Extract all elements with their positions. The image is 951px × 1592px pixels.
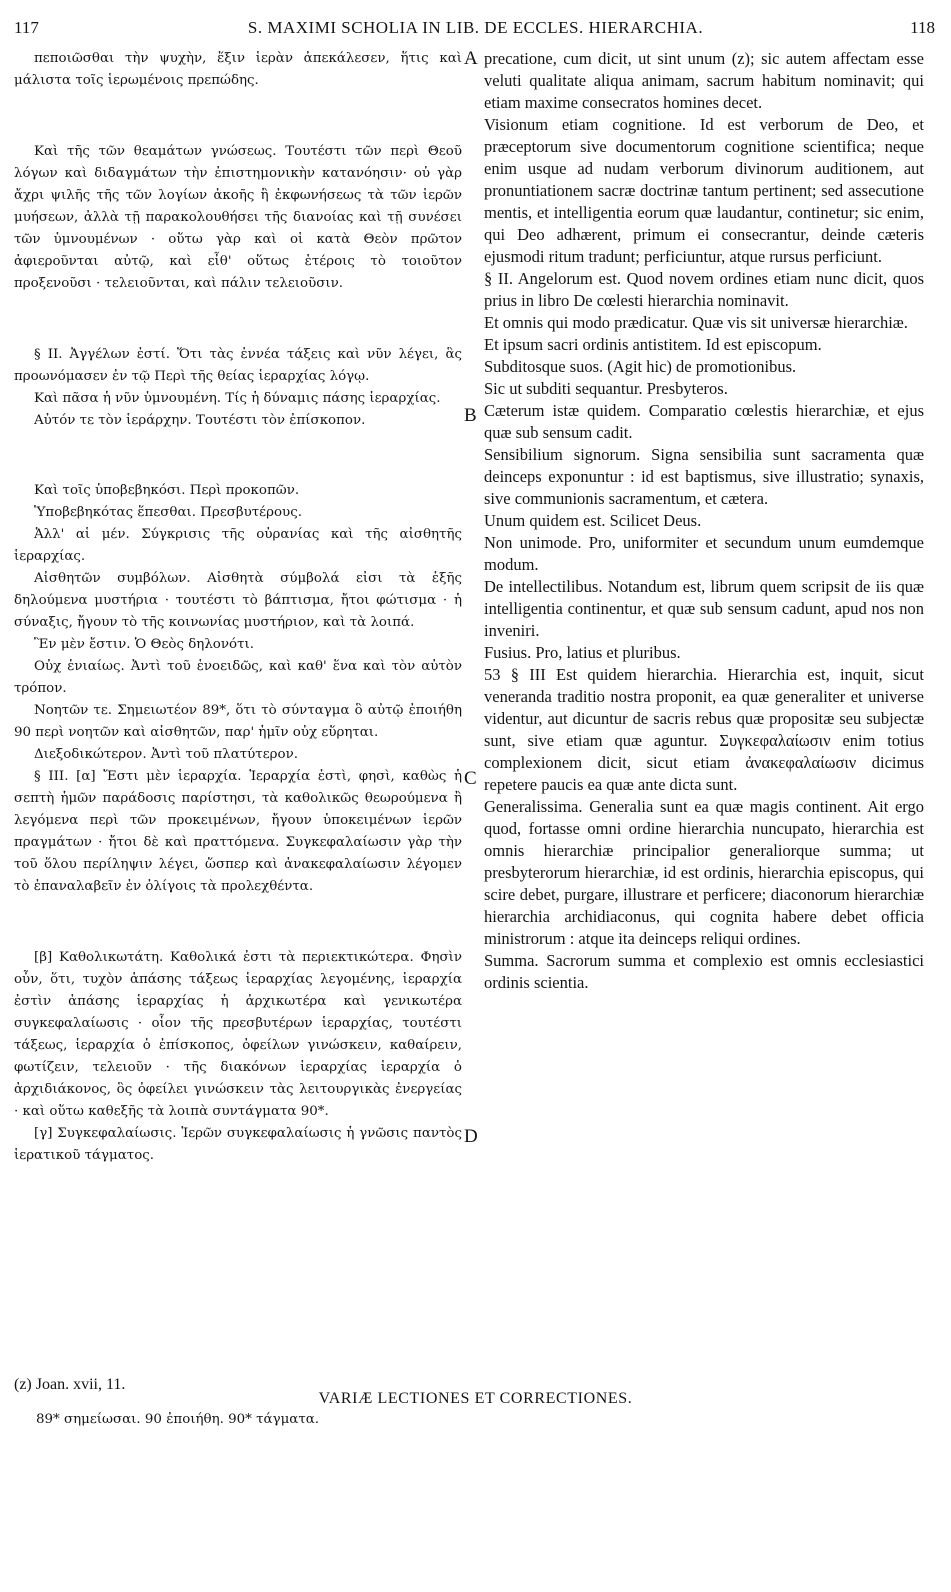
- greek-paragraph: [14, 105, 462, 127]
- latin-paragraph: Subditosque suos. (Agit hic) de promotionibus.: [484, 357, 797, 376]
- greek-paragraph: [14, 308, 462, 330]
- latin-column: [484, 48, 924, 994]
- greek-paragraph: Διεξοδικώτερον. Ἀντὶ τοῦ πλατύτερον.: [34, 747, 298, 763]
- latin-paragraph: Non unimode. Pro, uniformiter et secundum unum eumdemque modum.: [484, 533, 924, 574]
- greek-paragraph: Ἀλλ' αἱ μέν. Σύγκρισις τῆς οὐρανίας καὶ τῆς αἰσθητῆς ἱεραρχίας.: [14, 527, 462, 565]
- page-header: [0, 0, 951, 40]
- latin-paragraph: 53 § III Est quidem hierarchia. Hierarchia est, inquit, sicut veneranda traditio nostra proponit, ea quæ generaliter et universe videntur, aut dicuntur de sacris rebus quæ propositæ seu subjectæ sunt, sive etiam quæ aguntur. Συγκεφαλαίωσιν enim totius complexionem dicit, sicut etiam ἀνακεφαλαίωσιν dicimus repetere paucis ea quæ ante dicta sunt.: [484, 665, 924, 794]
- page-number-right: 118: [910, 18, 935, 37]
- greek-paragraph: Ἓν μὲν ἔστιν. Ὁ Θεὸς δηλονότι.: [34, 637, 254, 653]
- latin-paragraph: Summa. Sacrorum summa et complexio est omnis ecclesiastici ordinis scientia.: [484, 951, 924, 992]
- running-title: S. MAXIMI SCHOLIA IN LIB. DE ECCLES. HIERARCHIA.: [247, 18, 704, 37]
- greek-column: [14, 48, 462, 1167]
- latin-paragraph: De intellectilibus. Notandum est, librum quem scripsit de iis quæ intelligentia continentur, et quæ sub sensum cadunt, apud nos non inveniri.: [484, 577, 924, 640]
- page-number-left: 117: [14, 18, 39, 37]
- variae-lectiones-title: VARIÆ LECTIONES ET CORRECTIONES.: [318, 1390, 633, 1407]
- greek-paragraph: § III. [α] Ἔστι μὲν ἱεραρχία. Ἱεραρχία ἐστὶ, φησὶ, καθὼς ἡ σεπτὴ ἡμῶν παράδοσις παρίστησι, τὰ καθολικῶς θεωρούμενα ἢ λεγόμενα περὶ τῶν προκειμένων, ἤγουν ὑποκειμένων ἱερῶν πραγμάτων · ἤτοι δὲ καὶ πραττόμενα. Συγκεφαλαίωσιν γὰρ τὴν τοῦ ὅλου περίληψιν λέγει, ὥσπερ καὶ ἀνακεφαλαίωσιν λέγομεν τὸ ἐπαναλαβεῖν ἐν ὀλίγοις τὰ προλεχθέντα.: [14, 769, 462, 895]
- greek-paragraph: Νοητῶν τε. Σημειωτέον 89*, ὅτι τὸ σύνταγμα ὃ αὐτῷ ἐποιήθη 90 περὶ νοητῶν καὶ αἰσθητῶν, παρ' ἡμῖν οὐχ εὕρηται.: [14, 703, 462, 741]
- greek-paragraph: Αὐτόν τε τὸν ἱεράρχην. Τουτέστι τὸν ἐπίσκοπον.: [34, 412, 366, 428]
- latin-paragraph: Sensibilium signorum. Signa sensibilia sunt sacramenta quæ deinceps exponuntur : id est baptismus, sive illustratio; synaxis, sive communionis sacramentum, et cætera.: [484, 445, 924, 508]
- greek-paragraph: [γ] Συγκεφαλαίωσις. Ἱερῶν συγκεφαλαίωσις ἡ γνῶσις παντὸς ἱερατικοῦ τάγματος.: [14, 1126, 462, 1164]
- latin-paragraph: Et ipsum sacri ordinis antistitem. Id est episcopum.: [484, 335, 822, 354]
- latin-paragraph: Unum quidem est. Scilicet Deus.: [484, 511, 702, 530]
- latin-paragraph: precatione, cum dicit, ut sint unum (z); sic autem affectam esse veluti qualitate aliqua animam, sacrum habitum nominavit; qui etiam maxime consecratos homines decet.: [484, 49, 924, 112]
- greek-paragraph: Αἰσθητῶν συμβόλων. Αἰσθητὰ σύμβολά εἰσι τὰ ἑξῆς δηλούμενα μυστήρια · τουτέστι τὸ βάπτισμα, ἤτοι φώτισμα · ἡ σύναξις, ἤγουν τὸ τῆς κοινωνίας μυστήριον, καὶ τὰ λοιπά.: [14, 571, 462, 631]
- greek-paragraph: [14, 445, 462, 467]
- latin-paragraph: Cæterum istæ quidem. Comparatio cœlestis hierarchiæ, et ejus quæ sub sensum cadit.: [484, 401, 924, 442]
- latin-paragraph: Visionum etiam cognitione. Id est verborum de Deo, et præceptorum sive documentorum cognitione scientifica; neque enim usque ad nudam verborum divinorum auditionem, aut pronuntiationem sacræ doctrinæ tantum pertinent; sed assecutione mentis, et intelligentia eorum quæ laudantur, continetur; sic enim, qui Deo adhærent, primum ei consecrantur, deinde cæteris ejusmodi ritum tradunt; perficiuntur, atque rursus perficiunt.: [484, 115, 924, 266]
- section-marker-b: B: [464, 405, 477, 426]
- latin-paragraph: Et omnis qui modo prædicatur. Quæ vis sit universæ hierarchiæ.: [484, 313, 908, 332]
- greek-paragraph: [14, 912, 462, 934]
- greek-paragraph: [β] Καθολικωτάτη. Καθολικά ἐστι τὰ περιεκτικώτερα. Φησὶν οὖν, ὅτι, τυχὸν ἁπάσης τάξεως ἱεραρχίας λεγομένης, ἱεραρχία ἐστὶν ἁπάσης ἱεραρχίας ἡ ἀρχικωτέρα καὶ γενικωτέρα συγκεφαλαίωσις · οἷον τῆς πρεσβυτέρων ἱεραρχίας, τουτέστι τάξεως, ἱεραρχία ὁ ἐπίσκοπος, ὀφείλων γινώσκειν, καθαίρειν, φωτίζειν, τελειοῦν · τῆς διακόνων ἱεραρχίας ἱεραρχία ὁ ἀρχιδιάκονος, ὃς ὀφείλει γινώσκειν τὰς λειτουργικὰς ἐνεργείας · καὶ οὕτω καθεξῆς τὰ λοιπὰ συντάγματα 90*.: [14, 950, 462, 1120]
- greek-paragraph: Καὶ τῆς τῶν θεαμάτων γνώσεως. Τουτέστι τῶν περὶ Θεοῦ λόγων καὶ διδαγμάτων τὴν ἐπιστημονικὴν κατανόησιν· οὐ γὰρ ἄχρι ψιλῆς τῆς τῶν λογίων ἀκοῆς ἢ ἐκφωνήσεως τὰ τῶν ἱερῶν μυήσεων, ἀλλὰ τῇ παρακολουθήσει τῆς διανοίας καὶ τῇ συνέσει τῶν ὑμνουμένων · οὕτω γὰρ καὶ οἱ κατὰ Θεὸν πρῶτον ἀφιεροῦνται αὐτῷ, καὶ εἶθ' οὕτως ἑτέροις τὸ τοιοῦτον προξενοῦσι · τελειοῦνται, καὶ πάλιν τελειοῦσιν.: [14, 143, 462, 291]
- variae-lectiones-list: 89* σημείωσαι. 90 ἐποιήθη. 90* τάγματα.: [36, 1412, 320, 1427]
- section-marker-c: C: [464, 768, 477, 789]
- footnote: (z) Joan. xvii, 11.: [14, 1376, 126, 1393]
- greek-paragraph: Οὐχ ἑνιαίως. Ἀντὶ τοῦ ἑνοειδῶς, καὶ καθ' ἕνα καὶ τὸν αὐτὸν τρόπον.: [14, 659, 462, 697]
- greek-paragraph: πεποιῶσθαι τὴν ψυχὴν, ἕξιν ἱερὰν ἀπεκάλεσεν, ἥτις καὶ μάλιστα τοῖς ἱερωμένοις πρεπώδης.: [14, 51, 462, 88]
- latin-paragraph: Fusius. Pro, latius et pluribus.: [484, 643, 681, 662]
- greek-paragraph: § II. Ἀγγέλων ἐστί. Ὅτι τὰς ἐννέα τάξεις καὶ νῦν λέγει, ἃς προωνόμασεν ἐν τῷ Περὶ τῆς θείας ἱεραρχίας λόγῳ.: [14, 346, 462, 384]
- section-marker-a: A: [464, 48, 478, 69]
- greek-paragraph: Καὶ τοῖς ὑποβεβηκόσι. Περὶ προκοπῶν.: [34, 483, 300, 499]
- section-marker-d: D: [464, 1126, 478, 1147]
- latin-paragraph: § II. Angelorum est. Quod novem ordines etiam nunc dicit, quos prius in libro De cœlesti hierarchia nominavit.: [484, 269, 924, 310]
- greek-paragraph: Καὶ πᾶσα ἡ νῦν ὑμνουμένη. Τίς ἡ δύναμις πάσης ἱεραρχίας.: [34, 390, 441, 406]
- latin-paragraph: Generalissima. Generalia sunt ea quæ magis continent. Ait ergo quod, fortasse omni ordine hierarchia nuncupato, hierarchia est omnis hierarchiæ principalior generaliorque summa; ut presbyterorum hierarchiæ, id est ordinis, hierarchia episcopus, qui scire debet, purgare, illustrare et perficere; diaconorum hierarchiæ hierarchia archidiaconus, qui cognita habere debet officia ministrorum : atque ita deinceps reliqui ordines.: [484, 797, 924, 948]
- greek-paragraph: Ὑποβεβηκότας ἕπεσθαι. Πρεσβυτέρους.: [34, 505, 302, 521]
- latin-paragraph: Sic ut subditi sequantur. Presbyteros.: [484, 379, 728, 398]
